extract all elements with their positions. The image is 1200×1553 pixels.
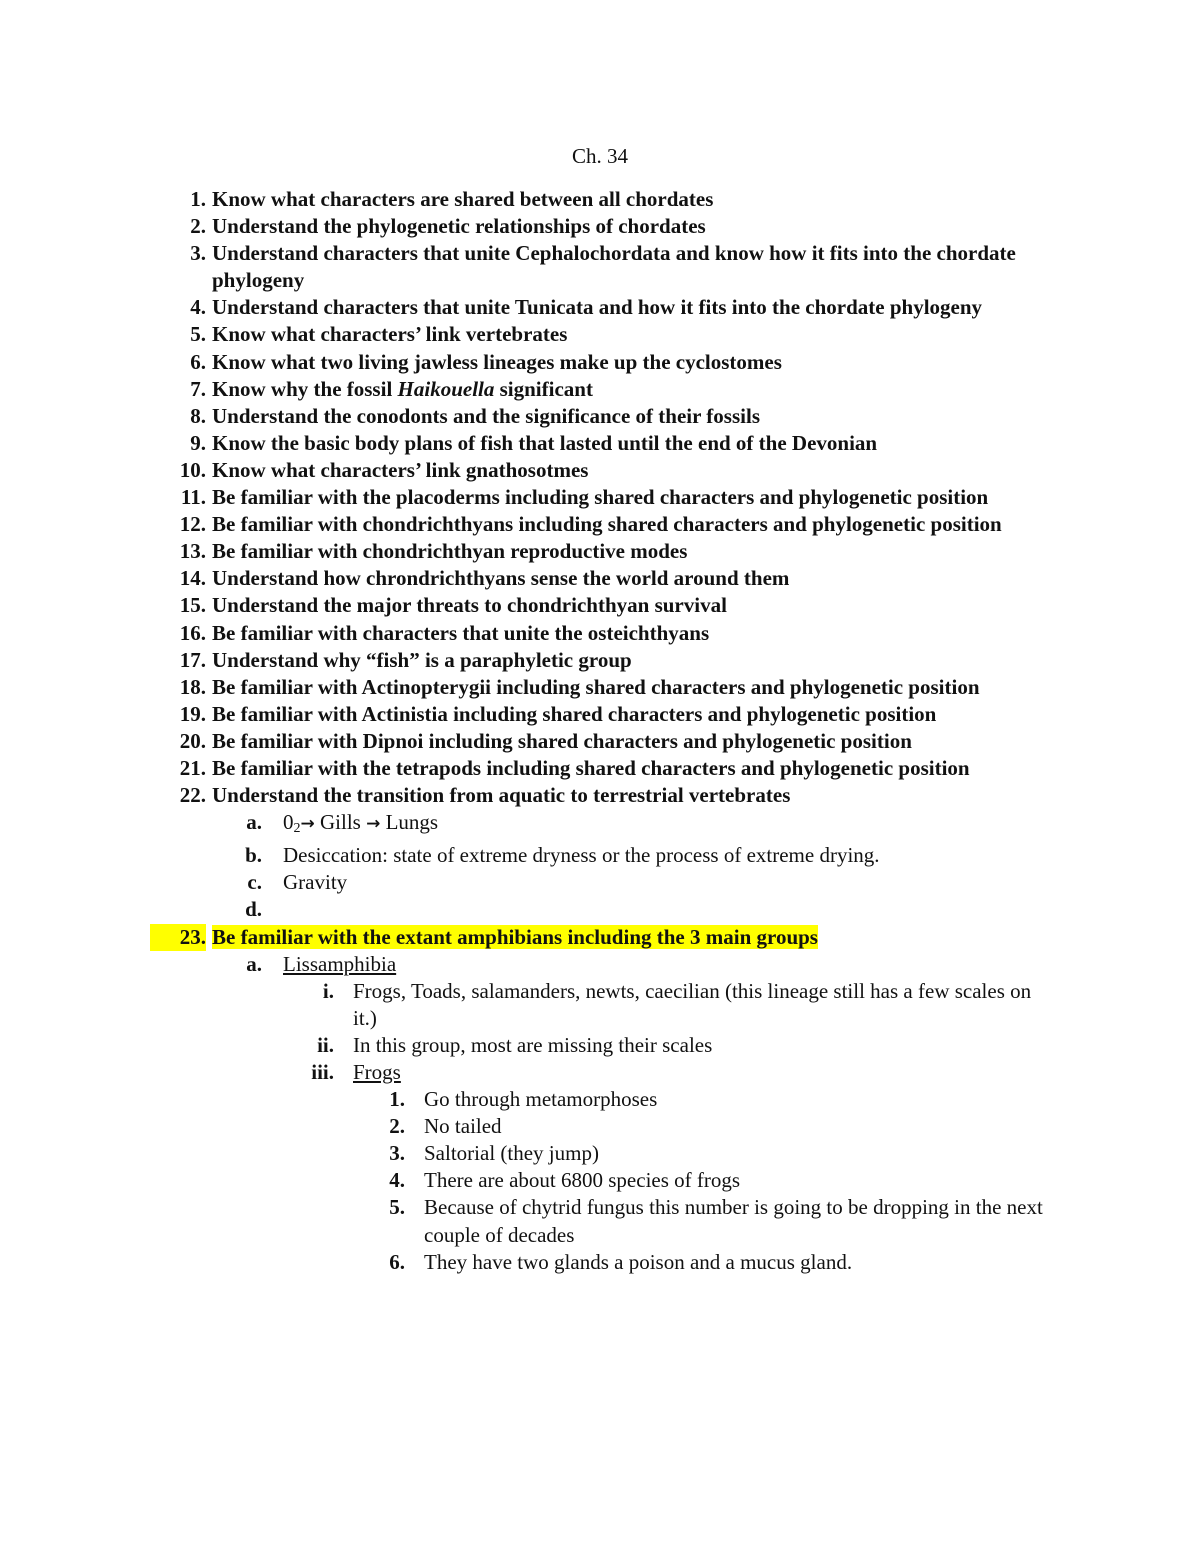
item-text: Know the basic body plans of fish that lasted until the end of the Devonian (212, 430, 878, 455)
list-item (0, 213, 1200, 240)
item-number: 1. (190, 187, 206, 211)
italic-genus-name: Haikouella (397, 376, 495, 401)
sub-item-text (283, 896, 1043, 923)
frog-fact-text: They have two glands a poison and a mucus gland. (424, 1249, 853, 1274)
item-text: Know what characters’ link gnathosotmes (212, 457, 589, 482)
frog-fact-number: 5. (389, 1195, 405, 1220)
item-number: 15. (179, 593, 206, 618)
list-item (0, 647, 1200, 674)
item-text: Be familiar with the placoderms including shared characters and phylogenetic position (212, 485, 989, 510)
item-number: 22. (179, 783, 206, 808)
sub-item-letter: b. (245, 843, 262, 868)
frog-fact-item (0, 1140, 1200, 1167)
frog-fact-item (0, 1086, 1200, 1113)
item-text: Be familiar with chondrichthyan reproductive modes (212, 539, 688, 564)
item-text: Be familiar with characters that unite the osteichthyans (212, 620, 710, 645)
roman-numeral: i. (322, 978, 334, 1003)
list-item (0, 592, 1200, 619)
item-text (212, 924, 1042, 951)
frog-fact-number: 1. (389, 1087, 405, 1112)
sub-list-item (0, 896, 1200, 923)
sub-item-text: Gravity (283, 870, 348, 895)
frog-fact-text: There are about 6800 species of frogs (424, 1168, 741, 1193)
list-item (0, 457, 1200, 484)
list-item (0, 674, 1200, 701)
item-number: 6. (190, 349, 206, 374)
frog-fact-number: 6. (389, 1249, 405, 1274)
item-text: Understand the phylogenetic relationships of chordates (212, 214, 706, 239)
sub-item-letter: a. (246, 951, 262, 976)
page-title: Ch. 34 (571, 144, 628, 168)
list-item (0, 403, 1200, 430)
item-number: 21. (179, 755, 206, 780)
gills-label: Gills (314, 810, 367, 835)
lungs-label: Lungs (380, 810, 439, 835)
item-text: Be familiar with chondrichthyans including shared characters and phylogenetic position (212, 512, 1002, 537)
item-number: 13. (179, 539, 206, 564)
frog-fact-text: Go through metamorphoses (424, 1087, 658, 1112)
item-number: 4. (190, 295, 206, 320)
sub-item-letter: a. (246, 810, 262, 835)
item-text-start: Know why the fossil (212, 376, 398, 401)
list-item (0, 728, 1200, 755)
item-number: 14. (179, 566, 206, 591)
item-text: Understand characters that unite Tunicata and how it fits into the chordate phylogeny (212, 295, 983, 320)
item-text: Know what characters’ link vertebrates (212, 322, 568, 347)
frog-fact-item (0, 1113, 1200, 1140)
sub-item-text: Desiccation: state of extreme dryness or the process of extreme drying. (283, 843, 880, 868)
frog-fact-text: No tailed (424, 1114, 502, 1139)
frog-fact-item (0, 1194, 1200, 1248)
sub-item-letter: c. (247, 870, 262, 895)
list-item (0, 484, 1200, 511)
roman-item-text (353, 1059, 1043, 1086)
frog-fact-item (0, 1249, 1200, 1276)
roman-numeral: iii. (311, 1060, 334, 1084)
sub-item-text (283, 951, 1043, 978)
sub-list-item (0, 869, 1200, 896)
item-number: 5. (190, 322, 206, 347)
roman-item-text: In this group, most are missing their scales (353, 1032, 713, 1057)
list-item (0, 511, 1200, 538)
frog-fact-number: 4. (389, 1168, 405, 1193)
list-item (0, 294, 1200, 321)
item-number: 19. (179, 701, 206, 726)
sub-list-item (0, 951, 1200, 978)
item-text: Be familiar with Actinistia including shared characters and phylogenetic position (212, 701, 937, 726)
list-item (0, 701, 1200, 728)
item-number: 7. (190, 376, 206, 401)
item-text: Understand characters that unite Cephalochordata and know how it fits into the chordate phylogeny (212, 241, 1016, 293)
highlighted-text: Be familiar with the extant amphibians including the 3 main groups (212, 924, 818, 949)
item-text: Be familiar with Actinopterygii including shared characters and phylogenetic position (212, 674, 980, 699)
frog-fact-item (0, 1167, 1200, 1194)
item-number: 12. (179, 512, 206, 537)
item-text: Know what characters are shared between all chordates (212, 187, 714, 211)
item-number: 10. (179, 457, 206, 482)
arrow-right-icon: → (300, 814, 315, 835)
list-item (0, 538, 1200, 565)
item-text: Know what two living jawless lineages make up the cyclostomes (212, 349, 782, 374)
item-number: 2. (190, 214, 206, 239)
sub-list-item (0, 842, 1200, 869)
item-text: Understand the conodonts and the significance of their fossils (212, 403, 760, 428)
frogs-heading: Frogs (353, 1060, 401, 1084)
list-item (0, 430, 1200, 457)
item-number: 11. (180, 485, 206, 510)
item-number: 18. (179, 674, 206, 699)
roman-numeral: ii. (317, 1032, 334, 1057)
roman-list-item (0, 1032, 1200, 1059)
frog-fact-text: Because of chytrid fungus this number is going to be dropping in the next couple of decades (424, 1195, 1043, 1247)
list-item (0, 782, 1200, 809)
list-item (0, 321, 1200, 348)
list-item-highlighted (0, 924, 1200, 951)
oxygen-label: 0 (283, 810, 294, 835)
frog-fact-text: Saltorial (they jump) (424, 1141, 599, 1166)
oxygen-subscript: 2 (293, 821, 301, 837)
sub-item-text (283, 809, 1043, 842)
item-number: 17. (179, 647, 206, 672)
item-number: 8. (190, 403, 206, 428)
item-number: 23. (150, 924, 206, 951)
frog-fact-number: 3. (389, 1141, 405, 1166)
roman-list-item (0, 978, 1200, 1032)
group-heading: Lissamphibia (283, 951, 397, 976)
objectives-list (0, 186, 1200, 1276)
list-item (0, 240, 1200, 294)
sub-list-item (0, 809, 1200, 842)
item-text (212, 376, 1042, 403)
item-text: Understand the transition from aquatic to terrestrial vertebrates (212, 783, 791, 808)
list-item (0, 186, 1200, 213)
list-item (0, 620, 1200, 647)
list-item (0, 349, 1200, 376)
list-item (0, 565, 1200, 592)
item-text: Be familiar with Dipnoi including shared characters and phylogenetic position (212, 728, 912, 753)
arrow-right-icon: → (366, 814, 381, 835)
sub-item-letter: d. (245, 897, 262, 922)
item-text-end: significant (494, 376, 593, 401)
item-text: Understand the major threats to chondrichthyan survival (212, 593, 727, 618)
list-item (0, 755, 1200, 782)
item-text: Understand how chrondrichthyans sense the world around them (212, 566, 790, 591)
list-item (0, 376, 1200, 403)
item-number: 20. (179, 728, 206, 753)
item-text: Be familiar with the tetrapods including shared characters and phylogenetic position (212, 755, 970, 780)
roman-list-item (0, 1059, 1200, 1086)
roman-item-text: Frogs, Toads, salamanders, newts, caecilian (this lineage still has a few scales on it.) (353, 978, 1032, 1030)
item-number: 16. (179, 620, 206, 645)
item-text: Understand why “fish” is a paraphyletic group (212, 647, 632, 672)
item-number: 9. (190, 430, 206, 455)
item-number: 3. (190, 241, 206, 266)
frog-fact-number: 2. (389, 1114, 405, 1139)
